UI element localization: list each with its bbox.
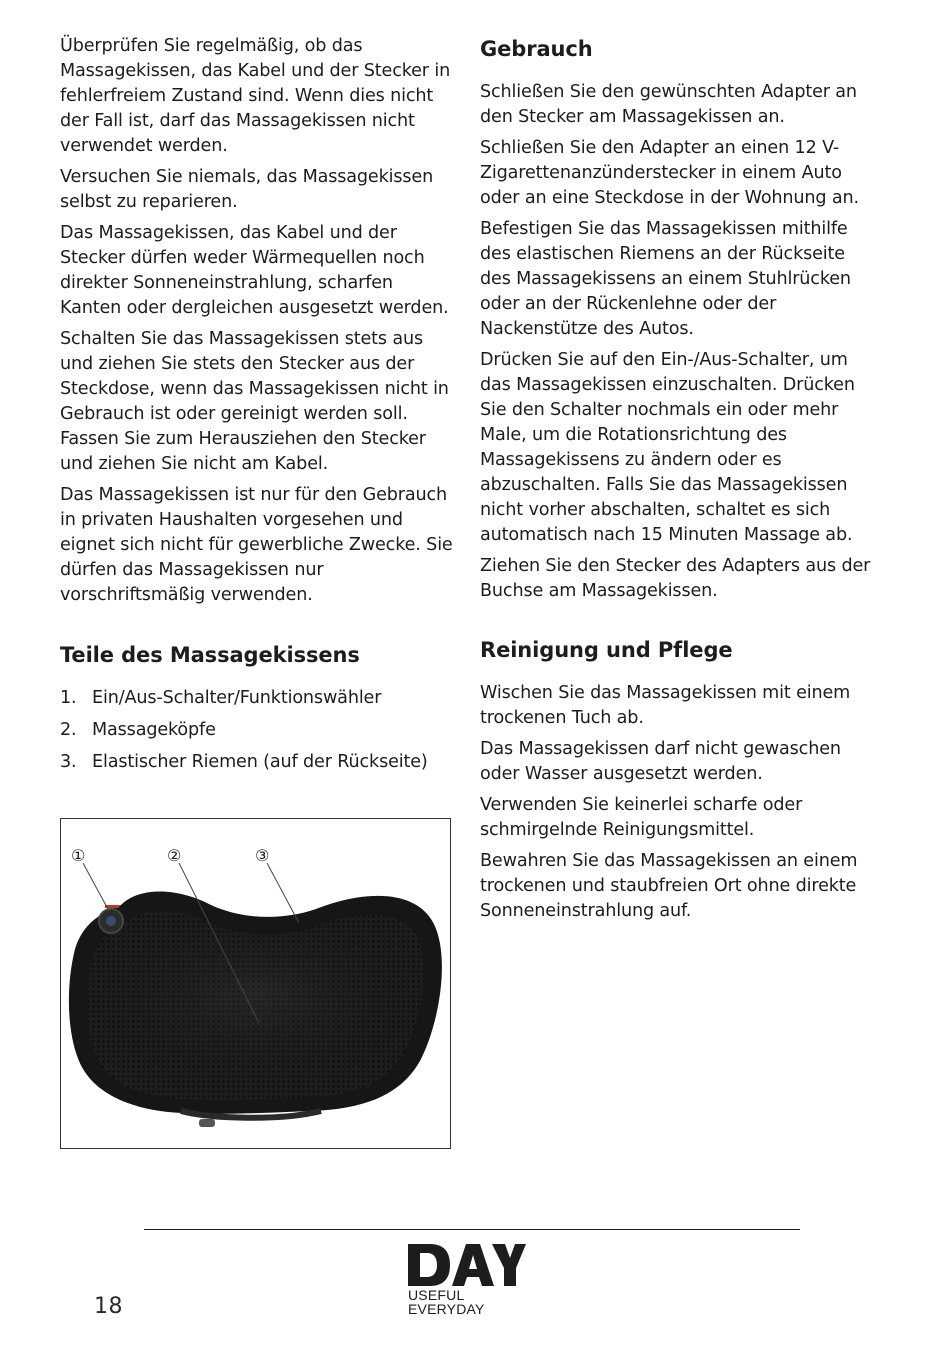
right-column	[480, 34, 880, 930]
care-paragraph-wipe: Wischen Sie das Massagekissen mit einem trockenen Tuch ab.	[480, 683, 851, 728]
parts-list-item	[60, 686, 455, 711]
parts-list-text: Ein/Aus-Schalter/Funktionswähler	[92, 688, 382, 708]
usage-paragraph-switch: Drücken Sie auf den Ein-/Aus-Schalter, um das Massagekissen einzuschalten. Drücken Sie den Schalter nochmals ein oder mehr Male, um die Rotationsrichtung des Massagekissens zu ändern oder es abzuschalten. Falls Sie das Massagekissen nicht vorher abschalten, schaltet es sich automatisch nach 15 Minuten Massage ab.	[480, 350, 855, 545]
care-paragraph-storage: Bewahren Sie das Massagekissen an einem trockenen und staubfreien Ort ohne direkte Sonneneinstrahlung auf.	[480, 851, 858, 921]
page-number: 18	[94, 1294, 123, 1319]
callout-1: ①	[71, 846, 86, 865]
paragraph-no-repair: Versuchen Sie niemals, das Massagekissen selbst zu reparieren.	[60, 167, 434, 212]
callout-2: ②	[167, 846, 182, 865]
usage-paragraph-adapter: Schließen Sie den gewünschten Adapter an den Stecker am Massagekissen an.	[480, 82, 857, 127]
paragraph-private-use: Das Massagekissen ist nur für den Gebrauch in privaten Haushalten vorgesehen und eignet sich nicht für gewerbliche Zwecke. Sie dürfen das Massagekissen nur vorschriftsmäßig verwenden.	[60, 485, 453, 605]
left-column	[60, 34, 455, 782]
day-logo-mark	[408, 1244, 526, 1286]
massage-pillow-illustration	[61, 819, 450, 1148]
logo-tagline-useful: USEFUL	[408, 1287, 465, 1303]
usage-paragraph-unplug: Ziehen Sie den Stecker des Adapters aus der Buchse am Massagekissen.	[480, 556, 871, 601]
parts-list-text: Massageköpfe	[92, 720, 216, 740]
product-figure	[60, 818, 451, 1149]
paragraph-heat-sources: Das Massagekissen, das Kabel und der Stecker dürfen weder Wärmequellen noch direkter Sonneneinstrahlung, scharfen Kanten oder dergleichen ausgesetzt werden.	[60, 223, 449, 318]
parts-heading: Teile des Massagekissens	[60, 643, 360, 667]
care-paragraph-no-abrasives: Verwenden Sie keinerlei scharfe oder schmirgelnde Reinigungsmittel.	[480, 795, 803, 840]
callout-line-3	[267, 863, 299, 923]
parts-list-item	[60, 718, 455, 743]
paragraph-switch-off: Schalten Sie das Massagekissen stets aus und ziehen Sie stets den Stecker aus der Steckdose, wenn das Massagekissen nicht in Gebrauch ist oder gereinigt werden soll. Fassen Sie zum Herausziehen den Stecker und ziehen Sie nicht am Kabel.	[60, 329, 449, 474]
callout-line-1	[83, 863, 109, 911]
parts-list-number: 1.	[60, 688, 77, 708]
care-heading: Reinigung und Pflege	[480, 638, 733, 662]
care-paragraph-no-water: Das Massagekissen darf nicht gewaschen oder Wasser ausgesetzt werden.	[480, 739, 841, 784]
parts-list-text: Elastischer Riemen (auf der Rückseite)	[92, 752, 428, 772]
callout-3: ③	[255, 846, 270, 865]
footer-divider	[144, 1229, 800, 1230]
parts-list-number: 3.	[60, 752, 77, 772]
usage-paragraph-strap: Befestigen Sie das Massagekissen mithilfe des elastischen Riemens an der Rückseite des Massagekissens an einem Stuhlrücken oder an der Rückenlehne oder der Nackenstütze des Autos.	[480, 219, 851, 339]
logo-tagline-everyday: EVERYDAY	[408, 1301, 485, 1317]
parts-list-item	[60, 750, 455, 775]
parts-list	[60, 686, 455, 775]
usage-heading: Gebrauch	[480, 37, 593, 61]
paragraph-check-condition: Überprüfen Sie regelmäßig, ob das Massagekissen, das Kabel und der Stecker in fehlerfreiem Zustand sind. Wenn dies nicht der Fall ist, darf das Massagekissen nicht verwendet werden.	[60, 36, 451, 156]
usage-paragraph-connect: Schließen Sie den Adapter an einen 12 V-Zigarettenanzünderstecker in einem Auto oder an eine Steckdose in der Wohnung an.	[480, 138, 859, 208]
parts-list-number: 2.	[60, 720, 77, 740]
brand-logo	[408, 1244, 528, 1320]
